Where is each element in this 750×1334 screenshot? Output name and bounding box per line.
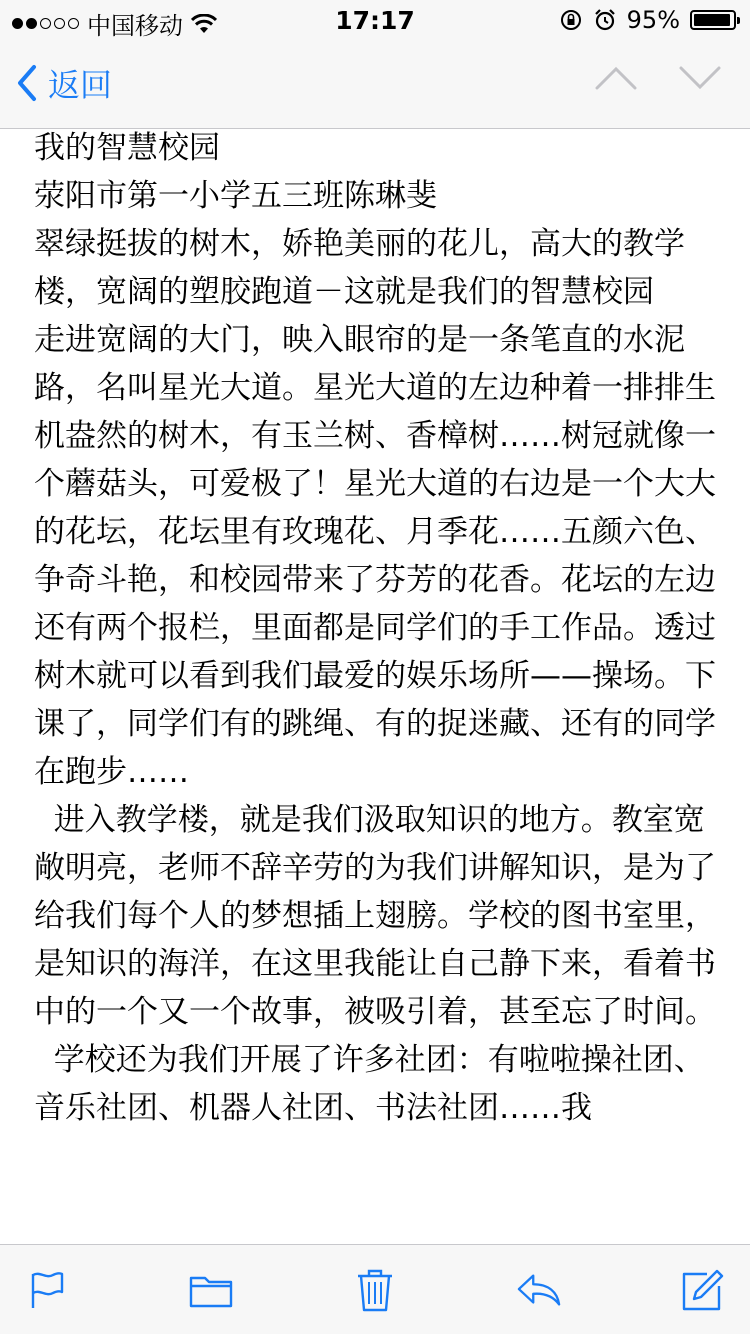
navigation-bar [0,40,750,129]
chevron-left-icon [14,63,38,103]
flag-button[interactable] [24,1267,70,1313]
article-paragraph: 进入教学楼，就是我们汲取知识的地方。教室宽敞明亮，老师不辞辛劳的为我们讲解知识，是为了给我们每个人的梦想插上翅膀。学校的图书室里，是知识的海洋，在这里我能让自己静下来，看着书中的一个又一个故事，被吸引着，甚至忘了时间。 [34,802,716,1030]
battery-percentage: 95% [626,6,680,34]
back-label: 返回 [48,66,113,104]
compose-icon [681,1268,725,1312]
article-paragraph: 学校还为我们开展了许多社团：有啦啦操社团、音乐社团、机器人社团、书法社团……我 [34,1042,705,1126]
orientation-lock-icon [559,8,583,32]
back-button[interactable] [14,60,112,106]
article-paragraph: 翠绿挺拔的树木，娇艳美丽的花儿，高大的教学楼，宽阔的塑胶跑道－这就是我们的智慧校园 [34,226,685,310]
compose-button[interactable] [680,1267,726,1313]
article-title: 我的智慧校园 [34,130,220,166]
battery-fill [694,14,730,26]
message-navigation [594,64,722,92]
reply-button[interactable] [516,1267,562,1313]
trash-icon [356,1268,394,1312]
folder-icon [189,1272,233,1308]
reply-icon [516,1272,562,1308]
chevron-down-icon[interactable] [678,64,722,92]
carrier-name: 中国移动 [87,12,183,40]
chevron-up-icon[interactable] [594,64,638,92]
status-right [559,6,736,34]
status-time: 17:17 [335,6,415,35]
trash-button[interactable] [352,1267,398,1313]
battery-icon [690,10,736,30]
status-bar [0,0,750,40]
folder-button[interactable] [188,1267,234,1313]
article-author: 荥阳市第一小学五三班陈琳斐 [34,178,437,214]
message-body [34,124,724,1244]
bottom-toolbar [0,1244,750,1334]
article-paragraph: 走进宽阔的大门，映入眼帘的是一条笔直的水泥路，名叫星光大道。星光大道的左边种着一排排生机盎然的树木，有玉兰树、香樟树……树冠就像一个蘑菇头，可爱极了！星光大道的右边是一个大大的花坛，花坛里有玫瑰花、月季花……五颜六色、争奇斗艳，和校园带来了芬芳的花香。花坛的左边还有两个报栏，里面都是同学们的手工作品。透过树木就可以看到我们最爱的娱乐场所——操场。下课了，同学们有的跳绳、有的捉迷藏、还有的同学在跑步…… [34,322,716,790]
alarm-icon [593,8,617,32]
flag-icon [29,1270,65,1310]
